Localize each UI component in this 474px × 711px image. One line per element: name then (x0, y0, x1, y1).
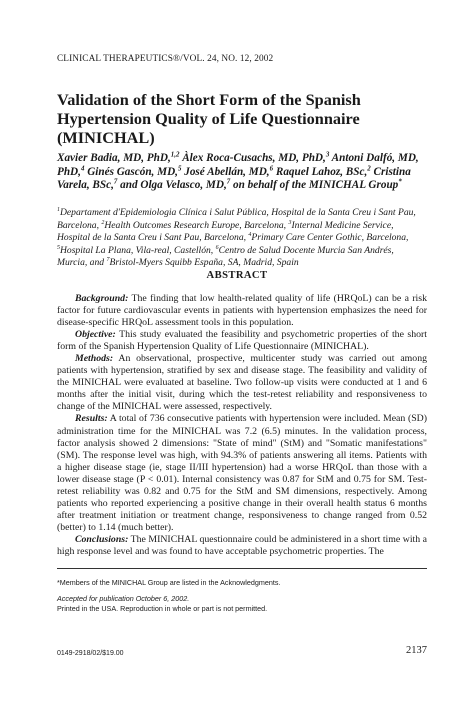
affiliation: $^6$Centro de Salud Docente Murcia San Andrés, Murcia, and (57, 244, 394, 269)
affiliation: $^3$Internal Medicine Service, Hospital de la Santa Creu i Sant Pau, Barcelona, (57, 219, 394, 244)
page-number: 2137 (406, 645, 427, 656)
affiliation: $^2$Health Outcomes Research Europe, Barcelona, (101, 219, 289, 231)
author: Raquel Lahoz, BSc,$^2$ (275, 163, 371, 178)
author: Cristina Varela, BSc,$^7$ (57, 165, 411, 192)
author: José Abellán, MD,$^6$ (184, 163, 274, 178)
abstract-results: Results: A total of 736 consecutive patients with hypertension were included. Mean (SD) administration time for the MINICHAL was 7.2 (6.5) minutes. In the validation process, factor analysis showed 2 dimensions: "State of mind" (StM) and "Somatic manifestations" (SM). The response level was high, with 94.3% of patients answering all items. Patients with a higher disease stage (ie, stage II/III hypertension) had a worse HRQoL than those with a lower disease stage (P < 0.01). Internal consistency was 0.87 for StM and 0.75 for SM. Test-retest reliability was 0.82 and 0.75 for the StM and SM dimensions, respectively. Among patients who reported experiencing a positive change in their overall health status 6 months after treatment initiation or treatment change, responsiveness to change ranged from 0.52 (better) to 1.14 (much better). (57, 413, 427, 533)
author-list (57, 152, 427, 193)
affiliation: $^7$Bristol-Myers Squibb España, SA, Madrid, Spain (106, 257, 299, 269)
footnote-rule (57, 568, 427, 569)
running-head: CLINICAL THERAPEUTICS®/VOL. 24, NO. 12, 2002 (57, 54, 274, 64)
abstract-body (57, 293, 427, 558)
accepted-date: Accepted for publication October 6, 2002. (57, 593, 190, 603)
abstract-heading: ABSTRACT (206, 270, 268, 281)
author: Àlex Roca-Cusachs, MD, PhD,$^3$ (182, 150, 330, 164)
author: Xavier Badia, MD, PhD,$^{1,2}$ (57, 150, 180, 164)
affiliation: $^4$Primary Care Center Gothic, Barcelona, (248, 232, 409, 244)
author: Ginés Gascón, MD,$^5$ (87, 163, 182, 178)
author: on behalf of the MINICHAL Group* (233, 177, 402, 192)
author: Antoni Dalfó, MD, PhD,$^4$ (57, 152, 419, 178)
group-footnote: *Members of the MINICHAL Group are listed in the Acknowledgments. (57, 578, 281, 587)
printed-notice: Printed in the USA. Reproduction in whole or part is not permitted. (57, 604, 268, 613)
author: and Olga Velasco, MD,$^7$ (120, 177, 231, 192)
article-title: Validation of the Short Form of the Spanish Hypertension Quality of Life Questionnaire (MINICHAL) (57, 90, 361, 147)
affiliation-list (57, 207, 425, 270)
affiliation: $^1$Departament d'Epidemiologia Clínica i Salut Pública, Hospital de la Santa Creu i Sant Pau, Barcelona, (57, 206, 416, 231)
article-code: 0149-2918/02/$19.00 (57, 650, 124, 657)
affiliation: $^5$Hospital La Plana, Vila-real, Castellón, (57, 244, 216, 256)
abstract-conclusions: Conclusions: The MINICHAL questionnaire could be administered in a short time with a high response level and was found to have acceptable psychometric properties. The (57, 533, 427, 557)
abstract-background: Background: The finding that low health-related quality of life (HRQoL) can be a risk factor for future cardiovascular events in patients with hypertension emphasizes the need for disease-specific HRQoL assessment tools in this population. (57, 293, 427, 329)
abstract-methods: Methods: An observational, prospective, multicenter study was carried out among patients with hypertension, stratified by sex and disease stage. The feasibility and validity of the MINICHAL were evaluated at baseline. Two follow-up visits were conducted at 1 and 6 months after the initial visit, during which the test-retest reliability and responsiveness to change of the MINICHAL were assessed, respectively. (57, 353, 427, 413)
footnotes (57, 578, 427, 615)
abstract-objective: Objective: This study evaluated the feasibility and psychometric properties of the short form of the Spanish Hypertension Quality of Life Questionnaire (MINICHAL). (57, 329, 427, 353)
